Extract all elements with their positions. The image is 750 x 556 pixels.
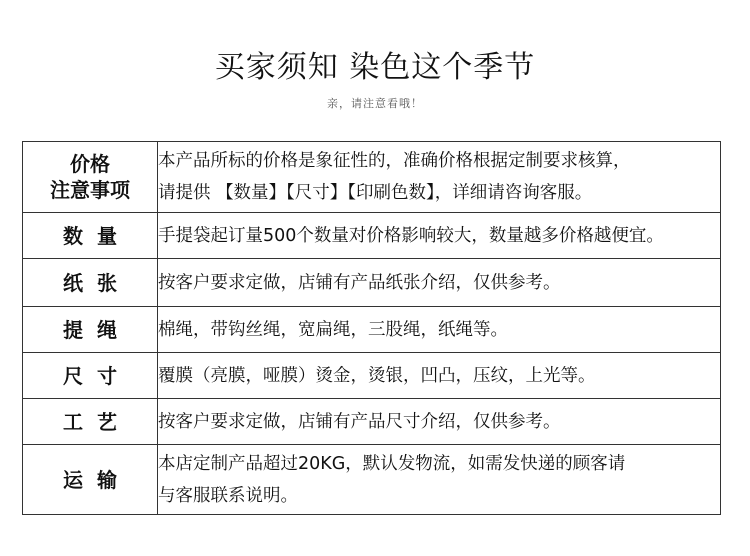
row-label-paper — [23, 259, 158, 307]
row-content-shipping-line2: 与客服联系说明。 — [158, 485, 298, 506]
row-content-rope: 棉绳，带钩丝绳，宽扁绳，三股绳，纸绳等。 — [158, 307, 721, 353]
row-label-quantity — [23, 213, 158, 259]
row-label-size — [23, 353, 158, 399]
table-row-quantity — [23, 213, 721, 259]
table-row-paper — [23, 259, 721, 307]
row-label-rope — [23, 307, 158, 353]
row-content-price-line2: 请提供 【数量】【尺寸】【印刷色数】，详细请咨询客服。 — [158, 183, 593, 203]
row-label-size-text: 尺寸 — [63, 363, 131, 388]
row-label-price-line1: 价格 — [70, 152, 110, 176]
table-row-craft — [23, 399, 721, 445]
row-content-price — [158, 142, 721, 213]
table-row-price — [23, 142, 721, 213]
row-content-price-line1: 本产品所标的价格是象征性的，准确价格根据定制要求核算， — [158, 151, 631, 171]
table-row-size — [23, 353, 721, 399]
row-content-shipping-line1: 本店定制产品超过20KG，默认发物流，如需发快递的顾客请 — [158, 453, 626, 474]
table-row-shipping — [23, 445, 721, 515]
page-title: 买家须知 染色这个季节 — [214, 50, 536, 85]
row-content-size: 覆膜（亮膜，哑膜）烫金，烫银，凹凸，压纹，上光等。 — [158, 353, 721, 399]
row-label-quantity-text: 数量 — [63, 223, 131, 248]
row-label-paper-text: 纸张 — [63, 270, 131, 295]
row-label-craft — [23, 399, 158, 445]
notice-table — [22, 141, 721, 515]
row-content-craft: 按客户要求定做，店铺有产品尺寸介绍，仅供参考。 — [158, 399, 721, 445]
row-label-price-line2: 注意事项 — [50, 178, 130, 202]
row-label-craft-text: 工艺 — [63, 409, 131, 434]
row-label-shipping — [23, 445, 158, 515]
row-content-paper: 按客户要求定做，店铺有产品纸张介绍，仅供参考。 — [158, 259, 721, 307]
table-row-rope — [23, 307, 721, 353]
page-subtitle: 亲，请注意看哦！ — [327, 97, 423, 110]
row-label-price — [23, 142, 158, 213]
row-content-shipping — [158, 445, 721, 515]
row-content-quantity: 手提袋起订量500个数量对价格影响较大，数量越多价格越便宜。 — [158, 213, 721, 259]
row-label-rope-text: 提绳 — [63, 317, 131, 342]
row-label-shipping-text: 运输 — [63, 467, 131, 492]
